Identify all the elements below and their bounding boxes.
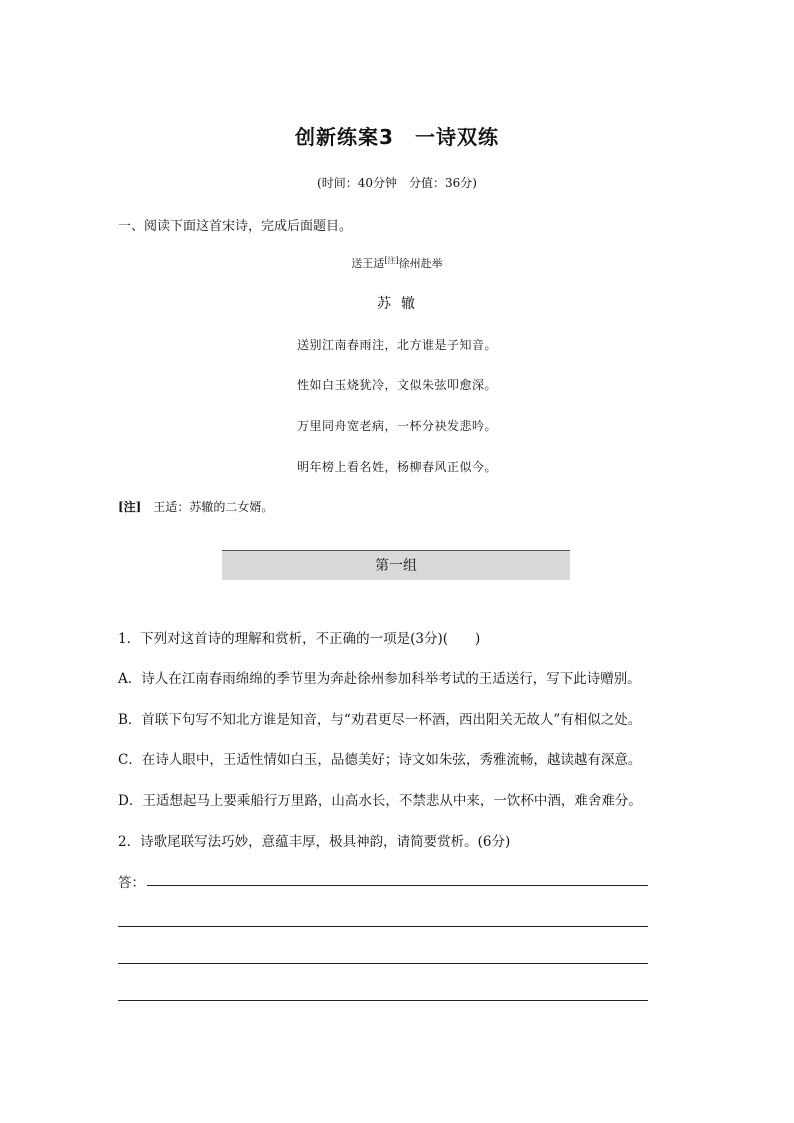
answer-label: 答： xyxy=(118,875,145,891)
question-1-stem: 1．下列对这首诗的理解和赏析，不正确的一项是(3分)( ) xyxy=(118,631,481,647)
question-2-stem: 2．诗歌尾联写法巧妙，意蕴丰厚，极具神韵，请简要赏析。(6分) xyxy=(118,834,511,850)
poem-author: 苏辙 xyxy=(377,296,425,312)
question-1-option-d: D．王适想起马上要乘船行万里路，山高水长，不禁悲从中来，一饮杯中酒，难舍难分。 xyxy=(118,793,642,809)
answer-line-1[interactable] xyxy=(147,885,648,886)
answer-line-3[interactable] xyxy=(118,963,648,964)
poem-line-2: 性如白玉烧犹冷，文似朱弦叩愈深。 xyxy=(296,378,497,392)
note-text: 王适：苏辙的二女婿。 xyxy=(153,500,274,514)
poem-title-rest: 徐州赴举 xyxy=(398,257,443,270)
poem-title-main: 送王适 xyxy=(351,257,385,270)
poem-line-3: 万里同舟宽老病，一杯分袂发悲吟。 xyxy=(296,419,497,433)
question-1-option-a: A．诗人在江南春雨绵绵的季节里为奔赴徐州参加科举考试的王适送行，写下此诗赠别。 xyxy=(118,671,641,687)
question-1-option-c: C．在诗人眼中，王适性情如白玉，品德美好；诗文如朱弦，秀雅流畅，越读越有深意。 xyxy=(118,752,642,768)
group-banner: 第一组 xyxy=(222,550,570,580)
poem-line-4: 明年榜上看名姓，杨柳春风正似今。 xyxy=(296,460,497,474)
note-label: [注] xyxy=(118,500,142,514)
poem-title-note-mark: [注] xyxy=(384,256,399,265)
answer-line-2[interactable] xyxy=(118,926,648,927)
time-score-info: (时间：40分钟 分值：36分) xyxy=(317,176,477,190)
poem-title xyxy=(0,255,794,271)
section-instruction: 一、阅读下面这首宋诗，完成后面题目。 xyxy=(118,219,353,234)
answer-line-4[interactable] xyxy=(118,1000,648,1001)
question-1-option-b: B．首联下句写不知北方谁是知音，与“劝君更尽一杯酒，西出阳关无故人”有相似之处。 xyxy=(118,712,642,728)
poem-line-1: 送别江南春雨注，北方谁是子知音。 xyxy=(296,338,497,352)
poem-note xyxy=(118,498,273,515)
page-title: 创新练案3 一诗双练 xyxy=(295,125,499,149)
